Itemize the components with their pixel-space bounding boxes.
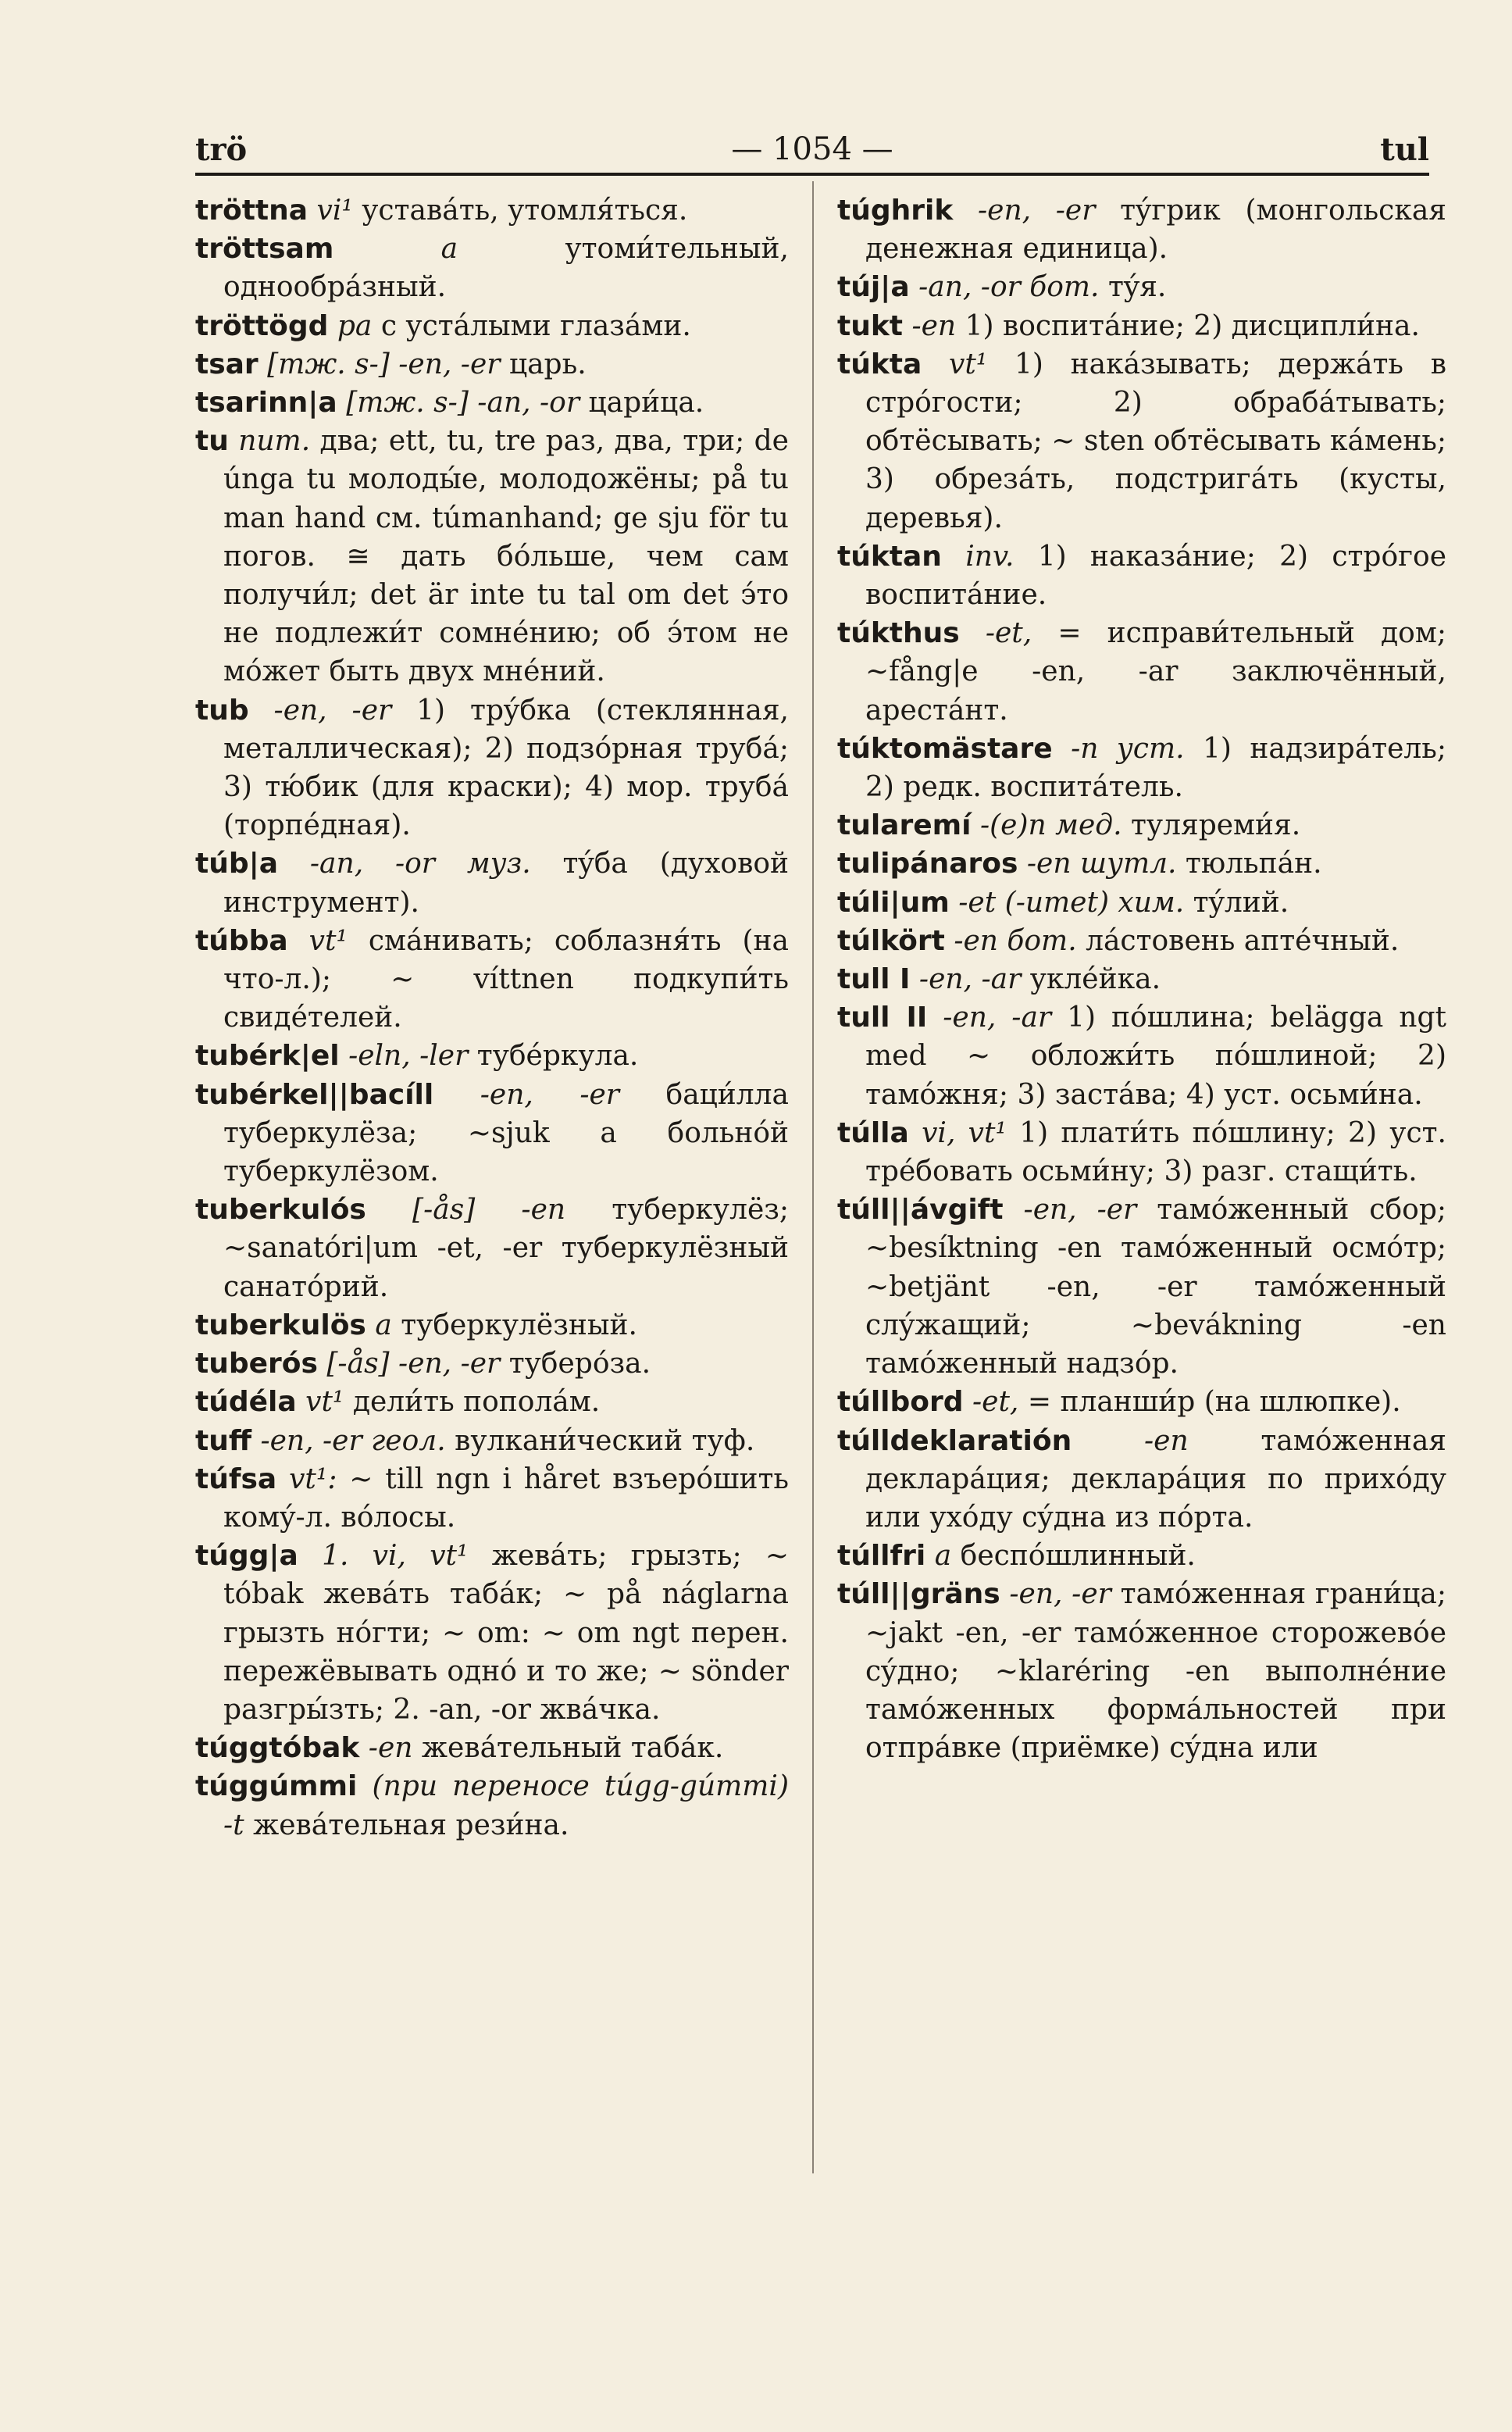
definition: с устáлыми глазáми.: [380, 309, 691, 342]
grammar-note: (при переносе túgg-gúmmi) -t: [223, 1770, 789, 1841]
headword: túj|a: [837, 271, 910, 304]
definition: утоми́тельный, однообрáзный.: [223, 233, 789, 304]
dictionary-entry: [195, 1037, 789, 1075]
grammar-note: [тж. s-] -an, -or: [346, 387, 580, 420]
headword: tukt: [837, 309, 903, 342]
right-column: [837, 191, 1446, 1767]
headword: túghrik: [837, 195, 954, 227]
headword: túll||ávgift: [837, 1194, 1004, 1227]
left-column: [195, 191, 789, 1845]
headword: tuff: [195, 1424, 251, 1457]
definition: туберóза.: [508, 1348, 651, 1380]
grammar-note: -en, -er: [480, 1078, 620, 1111]
definition: дели́ть попола́м.: [352, 1386, 601, 1419]
headword: túlla: [837, 1116, 909, 1149]
grammar-note: -(e)n мед.: [979, 809, 1122, 842]
dictionary-entry: [195, 1460, 789, 1537]
definition: тамóженная деклара́ция; деклара́ция по прихóду или ухóду сýдна из пóрта.: [865, 1424, 1446, 1534]
grammar-note: -en: [911, 309, 957, 342]
grammar-note: -eln, -ler: [348, 1040, 469, 1073]
definition: тубéркула.: [476, 1040, 639, 1073]
dictionary-entry: [837, 345, 1446, 537]
headword: túlldeklaratión: [837, 1424, 1072, 1457]
grammar-note: -et, =: [972, 1386, 1051, 1419]
headword: tull I: [837, 963, 911, 996]
grammar-note: -en: [1143, 1424, 1189, 1457]
grammar-note: a: [934, 1540, 952, 1573]
dictionary-entry: [837, 191, 1446, 268]
dictionary-entry: [195, 845, 789, 921]
dictionary-entry: [195, 345, 789, 384]
grammar-note: vt¹:: [289, 1462, 337, 1495]
definition: тамóженная грани́ца; ~jakt -en, -er тамóженное сторожевóе сýдно; ~klaréring -en выполнéние тамóженных формáльностей при отпрáвке (приёмке) сýдна или: [865, 1578, 1446, 1765]
grammar-note: [-ås] -en, -er: [326, 1348, 501, 1380]
grammar-note: inv.: [965, 540, 1015, 573]
definition: тамóженный сбор; ~besíktning -en тамóженный осмóтр; ~betjänt -en, -er тамóженный слýжащий; ~bevákning -en тамóженный надзóр.: [865, 1194, 1446, 1380]
dictionary-entry: [837, 537, 1446, 614]
dictionary-entry: [837, 1191, 1446, 1383]
grammar-note: pa: [337, 309, 373, 342]
dictionary-entry: [195, 307, 789, 345]
definition: тýя.: [1107, 271, 1167, 304]
grammar-note: vt¹: [308, 924, 348, 957]
dictionary-entry: [195, 1767, 789, 1844]
dictionary-entry: [837, 1383, 1446, 1421]
grammar-note: [-ås] -en: [412, 1194, 566, 1227]
definition: туляреми́я.: [1131, 809, 1301, 842]
definition: уклéйка.: [1029, 963, 1161, 996]
headword: túb|a: [195, 848, 279, 880]
dictionary-entry: [195, 1191, 789, 1306]
headword: tuberkulös: [195, 1309, 366, 1341]
grammar-note: -an, -or муз.: [309, 848, 531, 880]
definition: исправи́тельный дом; ~fång|e -en, -ar заключённый, арестáнт.: [865, 617, 1446, 727]
definition: тýба (духовой инструмент).: [223, 848, 790, 919]
headword: túli|um: [837, 886, 950, 919]
dictionary-entry: [195, 1076, 789, 1191]
definition: лáстовень аптéчный.: [1086, 924, 1400, 957]
definition: 1) плати́ть пóшлину; 2) уст. трéбовать осьми́ну; 3) разг. стащи́ть.: [865, 1116, 1446, 1188]
headword: túgg|a: [195, 1540, 298, 1573]
headword: túllfri: [837, 1540, 926, 1573]
headword: tu: [195, 425, 229, 458]
grammar-note: num.: [238, 425, 311, 458]
definition: 1) надзирáтель; 2) редк. воспитáтель.: [865, 732, 1446, 804]
grammar-note: -en, -er: [273, 694, 392, 727]
definition: царь.: [508, 348, 587, 380]
grammar-note: a: [440, 233, 458, 266]
definition: смáнивать; соблазня́ть (на что-л.); ~ víttnen подкупи́ть свидéтелей.: [223, 924, 789, 1034]
definition: планши́р (на шлюпке).: [1060, 1386, 1401, 1419]
headword: túbba: [195, 924, 288, 957]
grammar-note: -en шутл.: [1026, 848, 1177, 880]
definition: беспóшлинный.: [960, 1540, 1196, 1573]
definition: цари́ца.: [588, 387, 704, 420]
definition: вулкани́ческий туф.: [455, 1424, 755, 1457]
dictionary-entry: [195, 1345, 789, 1383]
headword: túllbord: [837, 1386, 964, 1419]
headword: tröttögd: [195, 309, 329, 342]
header-first-word: trö: [195, 131, 248, 168]
headword: túdéla: [195, 1386, 297, 1419]
definition: тýлий.: [1193, 886, 1289, 919]
headword: tröttsam: [195, 233, 334, 266]
headword: túlkört: [837, 924, 945, 957]
definition: два; ett, tu, tre раз, два, три; de únga tu молоды́е, молодожёны; på tu man hand см. túmanhand; ge sju för tu погов. ≅ дать бóльше, чем сам получи́л; det är inte tu tal om det э́то не подлежи́т сомнéнию; об э́том не мóжет быть двух мнéний.: [223, 425, 789, 688]
headword: tub: [195, 694, 249, 727]
headword: tuberós: [195, 1348, 318, 1380]
grammar-note: a: [375, 1309, 392, 1341]
grammar-note: -et (-umet) хим.: [958, 886, 1185, 919]
headword: túll||gräns: [837, 1578, 1000, 1611]
header-last-word: tul: [1380, 131, 1429, 168]
headword: túfsa: [195, 1462, 277, 1495]
dictionary-entry: [195, 1537, 789, 1729]
headword: túggtóbak: [195, 1732, 360, 1765]
definition: баци́лла туберкулёза; ~sjuk a больнóй туберкулёзом.: [223, 1078, 789, 1188]
dictionary-entry: [195, 1729, 789, 1767]
dictionary-entry: [195, 1383, 789, 1421]
grammar-note: -en, -ar: [943, 1002, 1052, 1034]
dictionary-entry: [837, 307, 1446, 345]
dictionary-entry: [837, 1537, 1446, 1575]
definition: 1) накáзывать; держáть в стрóгости; 2) обрабáтывать; обтёсывать; ~ sten обтёсывать кáмень; 3) обрезáть, подстригáть (кусты, деревья).: [865, 348, 1446, 534]
headword: tubérkel||bacíll: [195, 1078, 434, 1111]
grammar-note: -en, -er: [1009, 1578, 1111, 1611]
grammar-note: -en, -er: [1023, 1194, 1137, 1227]
definition: туберкулёз; ~sanatóri|um -et, -er туберкулёзный санатóрий.: [223, 1194, 790, 1303]
grammar-note: vi, vt¹: [922, 1116, 1007, 1149]
grammar-note: vt¹: [305, 1386, 344, 1419]
grammar-note: -en: [368, 1732, 413, 1765]
headword: túktan: [837, 540, 942, 573]
dictionary-entry: [195, 422, 789, 691]
headword: túggúmmi: [195, 1770, 358, 1803]
headword: tubérk|el: [195, 1040, 340, 1073]
dictionary-entry: [837, 922, 1446, 960]
dictionary-entry: [837, 960, 1446, 998]
grammar-note: 1. vi, vt¹: [322, 1540, 469, 1573]
definition: 1) трýбка (стеклянная, металлическая); 2) подзóрная трубá; 3) тю́бик (для краски); 4) мор. трубá (торпéдная).: [223, 694, 789, 842]
grammar-note: [тж. s-] -en, -er: [267, 348, 501, 380]
definition: жевáтельная рези́на.: [253, 1809, 569, 1841]
dictionary-entry: [837, 845, 1446, 883]
grammar-note: -en бот.: [954, 924, 1077, 957]
definition: жевáтельный табáк.: [421, 1732, 724, 1765]
grammar-note: -en, -er: [977, 195, 1096, 227]
dictionary-entry: [837, 1422, 1446, 1537]
dictionary-entry: [837, 998, 1446, 1114]
definition: тюльпáн.: [1185, 848, 1322, 880]
dictionary-entry: [195, 230, 789, 306]
grammar-note: -n уст.: [1071, 732, 1185, 765]
headword: túkthus: [837, 617, 960, 650]
grammar-note: -an, -or бот.: [918, 271, 1100, 304]
definition: уставáть, утомля́ться.: [362, 195, 688, 227]
headword: tuberkulós: [195, 1194, 366, 1227]
headword: tsar: [195, 348, 259, 380]
dictionary-entry: [837, 884, 1446, 922]
grammar-note: -en, -er геол.: [260, 1424, 446, 1457]
dictionary-entry: [837, 1114, 1446, 1191]
header-rule: [195, 173, 1429, 176]
headword: tularemí: [837, 809, 972, 842]
page-number: — 1054 —: [731, 131, 893, 167]
dictionary-entry: [195, 691, 789, 845]
headword: túktomästare: [837, 732, 1053, 765]
dictionary-entry: [837, 268, 1446, 306]
definition: 1) наказáние; 2) стрóгое воспитáние.: [865, 540, 1446, 612]
dictionary-entry: [195, 1306, 789, 1345]
grammar-note: vi¹: [316, 195, 353, 227]
headword: túkta: [837, 348, 922, 380]
headword: tsarinn|a: [195, 387, 337, 420]
dictionary-entry: [837, 1575, 1446, 1767]
page-header: [195, 125, 1429, 172]
headword: tull II: [837, 1002, 928, 1034]
headword: tulipánaros: [837, 848, 1018, 880]
dictionary-entry: [837, 614, 1446, 730]
definition: 1) воспитáние; 2) дисципли́на.: [965, 309, 1420, 342]
dictionary-entry: [837, 730, 1446, 806]
headword: tröttna: [195, 195, 308, 227]
definition: туберкулёзный.: [401, 1309, 637, 1341]
definition: ~ till ngn i håret взъерóшить комý-л. вóлосы.: [223, 1462, 789, 1534]
column-divider: [812, 181, 814, 2173]
dictionary-entry: [195, 191, 789, 230]
definition: жевáть; грызть; ~ tóbak жевáть табáк; ~ på náglarna грызть нóгти; ~ om: ~ om ngt перен. пережёвывать однó и то же; ~ sönder разгры́зть; 2. -an, -or жвáчка.: [223, 1540, 789, 1726]
dictionary-entry: [195, 922, 789, 1037]
definition: тýгрик (монгольская денежная единица).: [865, 195, 1446, 266]
definition: 1) пóшлина; belägga ngt med ~ обложи́ть пóшлиной; 2) тамóжня; 3) застáва; 4) уст. осьми́на.: [865, 1002, 1446, 1111]
dictionary-entry: [195, 384, 789, 422]
dictionary-entry: [837, 806, 1446, 845]
grammar-note: -en, -ar: [918, 963, 1022, 996]
dictionary-entry: [195, 1422, 789, 1460]
grammar-note: vt¹: [949, 348, 988, 380]
grammar-note: -et, =: [985, 617, 1082, 650]
